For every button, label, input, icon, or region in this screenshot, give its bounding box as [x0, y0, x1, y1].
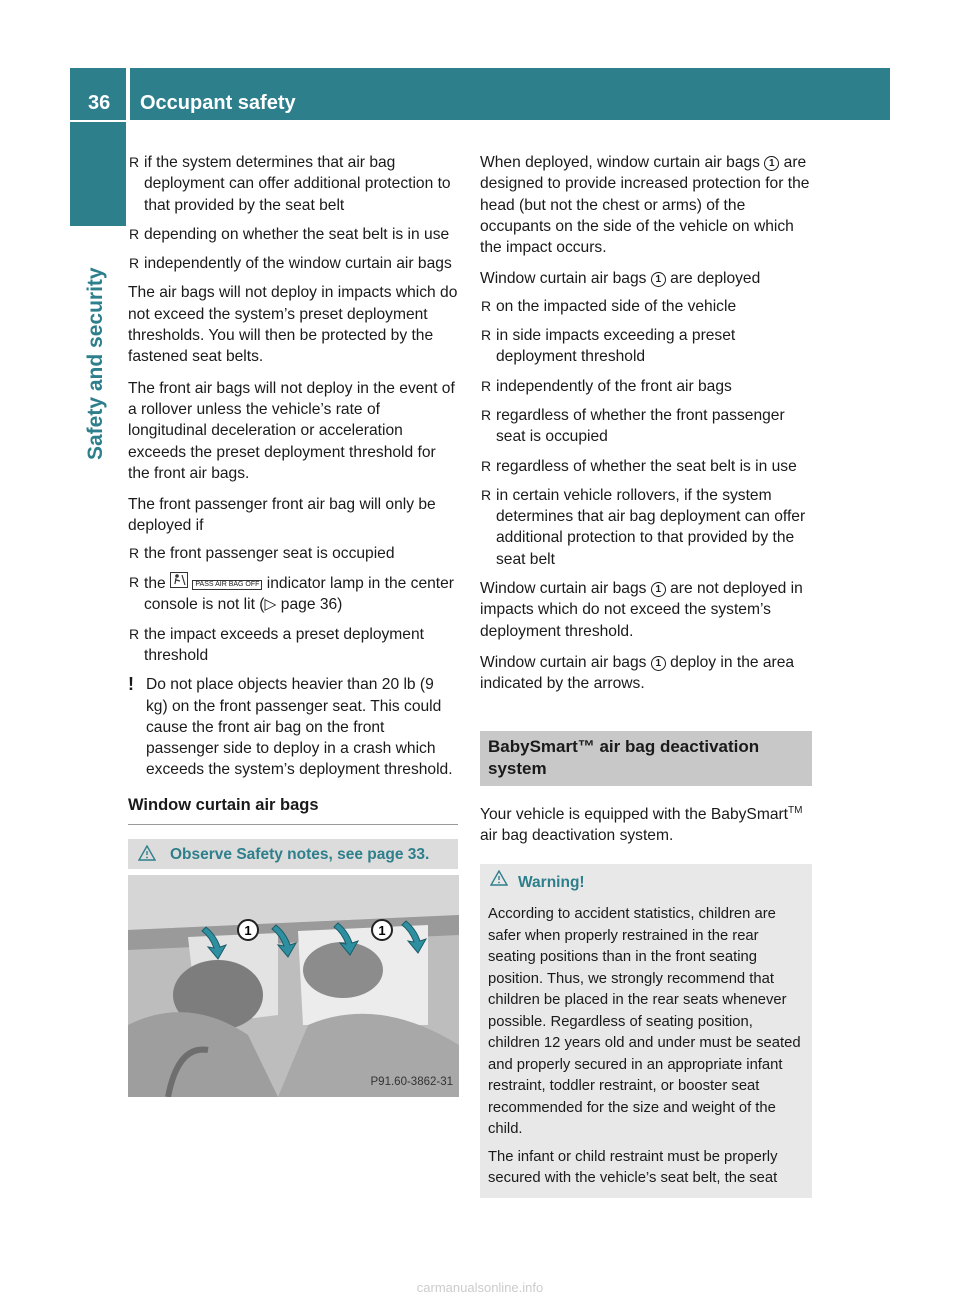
callout-1-icon: 1: [651, 582, 666, 597]
text-run: are deployed: [670, 270, 761, 288]
warning-text: According to accident statistics, children are safer when properly restrained in the rear seating positions than in the front seating position. Thus, we strongly recommend that children be placed in the rear seats whenever possible. Regardless of seating position, children 12 years old and under must be seated and properly secured in an appropriate infant restraint, toddler restraint, or booster seat recommended for the size and weight of the child.: [488, 906, 801, 1138]
caution-note: [128, 674, 458, 780]
warning-text: The infant or child restraint must be properly secured with the vehicle’s seat belt, the seat: [488, 1148, 778, 1187]
list-item: R the impact exceeds a preset deployment threshold: [128, 624, 458, 667]
window-curtain-airbag-image: [128, 875, 459, 1097]
list-item: R on the impacted side of the vehicle: [480, 296, 812, 317]
list-item: R in side impacts exceeding a preset deployment threshold: [480, 325, 812, 368]
subheading: Window curtain air bags: [128, 795, 458, 825]
side-section-label: Safety and security: [84, 267, 107, 460]
warning-title: Warning!: [518, 874, 585, 892]
callout-1-icon: 1: [764, 156, 779, 171]
page-number: 36: [88, 92, 111, 114]
safety-notes-bar: [128, 839, 458, 869]
passenger-airbag-icon: [170, 575, 192, 592]
side-tab: [70, 122, 126, 226]
header-bar: [130, 68, 890, 120]
lamp-suffix: indicator lamp in the center console is not lit (▷ page 36): [144, 575, 455, 614]
callout-number: 1: [378, 923, 386, 939]
callout-1-icon: 1: [651, 656, 666, 671]
list-item: R independently of the window curtain air bags: [128, 253, 458, 274]
safety-notes-link[interactable]: Observe Safety notes, see page 33.: [170, 846, 430, 864]
trademark: TM: [788, 804, 803, 816]
image-code: P91.60-3862-31: [370, 1075, 453, 1088]
list-item: R the front passenger seat is occupied: [128, 543, 458, 564]
warning-box: [480, 864, 812, 1198]
paragraph: [480, 652, 812, 695]
text-run: air bag deactivation system.: [480, 827, 674, 845]
right-column: [480, 152, 812, 1198]
pass-airbag-off-lamp: PASS AIR BAG OFF: [192, 580, 262, 590]
callout-1-icon: 1: [651, 272, 666, 287]
side-section-label-wrap: [84, 267, 114, 480]
callout-number: 1: [244, 923, 252, 939]
list-item: R regardless of whether the front passenger seat is occupied: [480, 405, 812, 448]
text-run: Your vehicle is equipped with the BabySmart: [480, 805, 789, 823]
callout-marker: [238, 920, 258, 940]
left-column: [128, 152, 458, 1097]
warning-triangle-icon: [490, 870, 508, 894]
list-item: R independently of the front air bags: [480, 376, 812, 397]
paragraph: [480, 152, 812, 258]
paragraph: The front air bags will not deploy in the event of a rollover unless the vehicle’s rate of longitudinal deceleration or acceleration exceeds the preset deployment threshold for the front air bags.: [128, 379, 455, 482]
paragraph: The front passenger front air bag will only be deployed if: [128, 496, 436, 535]
paragraph: [480, 800, 812, 847]
list-item: R if the system determines that air bag deployment can offer additional protection to that provided by the seat belt: [128, 152, 458, 216]
paragraph: The air bags will not deploy in impacts which do not exceed the system’s preset deployment thresholds. You will then be protected by the fastened seat belts.: [128, 284, 458, 366]
list-item: R regardless of whether the seat belt is in use: [480, 456, 812, 477]
text-run: Window curtain air bags: [480, 270, 647, 288]
text-run: Window curtain air bags: [480, 653, 647, 671]
page-number-box: [70, 68, 126, 120]
text-run: When deployed, window curtain air bags: [480, 154, 760, 171]
text-run: deploy in the area indicated by the arrows.: [480, 653, 795, 693]
paragraph: [480, 268, 812, 289]
exclamation-icon: !: [128, 674, 134, 695]
list-item-lamp: [128, 572, 458, 616]
text-run: are not deployed in impacts which do not exceed the system’s deployment threshold.: [480, 580, 803, 640]
note-text: Do not place objects heavier than 20 lb (9 kg) on the front passenger seat. This could cause the front air bag on the front passenger side to deploy in a crash which exceeds the system’s deployment threshold.: [146, 676, 453, 779]
section-heading: BabySmart™ air bag deactivation system: [480, 731, 812, 786]
lamp-prefix: the: [144, 575, 166, 593]
text-run: Window curtain air bags: [480, 580, 647, 598]
callout-marker: [372, 920, 392, 940]
paragraph: [480, 578, 812, 642]
list-item: R depending on whether the seat belt is in use: [128, 224, 458, 245]
warning-triangle-icon: [138, 845, 156, 867]
text-run: are designed to provide increased protection for the head (but not the chest or arms) of the occupants on the side of the vehicle on which the impact occurs.: [480, 154, 810, 257]
page-title: Occupant safety: [140, 92, 296, 114]
watermark: carmanualsonline.info: [416, 1280, 544, 1295]
list-item: R in certain vehicle rollovers, if the system determines that air bag deployment can offer additional protection to that provided by the seat belt: [480, 485, 812, 570]
